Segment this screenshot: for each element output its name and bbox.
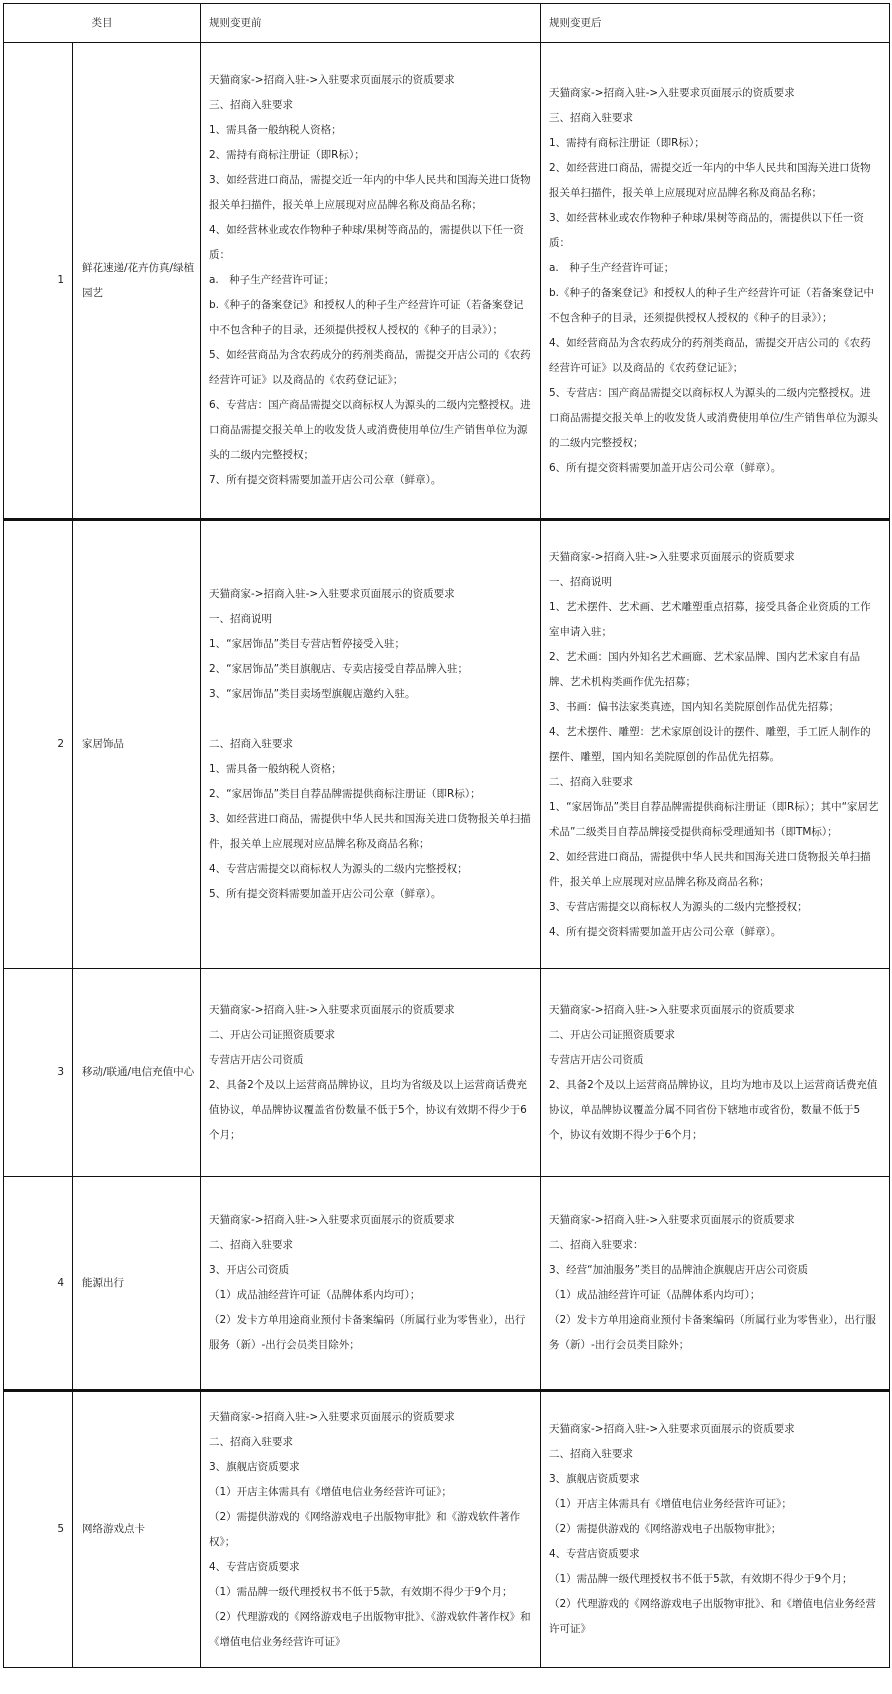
row-number: 5 xyxy=(4,1391,73,1668)
header-after xyxy=(541,4,890,43)
rule-line: （2）代理游戏的《网络游戏电子出版物审批》、《游戏软件著作权》和《增值电信业务经营许可证》 xyxy=(209,1610,531,1648)
rule-line: （1）需品牌一级代理授权书不低于5款，有效期不得少于9个月； xyxy=(549,1573,853,1585)
rule-before xyxy=(201,520,541,969)
rule-after xyxy=(541,1391,890,1668)
rule-line: 1、“家居饰品”类目自荐品牌需提供商标注册证（即R标）；其中“家居艺术品”二级类目自荐品牌接受提供商标受理通知书（即TM标）； xyxy=(549,800,879,838)
rule-after xyxy=(541,1177,890,1391)
rule-line xyxy=(209,707,532,732)
rule-line: 4、专营店需提交以商标权人为源头的二级内完整授权； xyxy=(209,863,468,875)
rule-after xyxy=(541,520,890,969)
row-number: 2 xyxy=(4,520,73,969)
rule-line: 三、招商入驻要求 xyxy=(549,111,633,124)
table-header-row xyxy=(4,4,890,43)
rule-line: 二、招商入驻要求 xyxy=(549,1448,633,1460)
rule-line: 1、需持有商标注册证（即R标）； xyxy=(549,136,705,149)
rule-line: 天猫商家->招商入驻->入驻要求页面展示的资质要求 xyxy=(209,74,455,86)
rule-line: 二、开店公司证照资质要求 xyxy=(209,1028,335,1041)
rule-after xyxy=(541,43,890,520)
rule-line: 3、如经营林业或农作物种子种球/果树等商品的，需提供以下任一资质： xyxy=(549,211,864,249)
table-row xyxy=(4,1177,890,1391)
category-name: 网络游戏点卡 xyxy=(73,1391,201,1668)
rule-line: 7、所有提交资料需要加盖开店公司公章（鲜章）。 xyxy=(209,474,442,486)
rule-line: 1、艺术摆件、艺术画、艺术雕塑重点招募，接受具备企业资质的工作室申请入驻； xyxy=(549,600,871,638)
rule-line: 4、所有提交资料需要加盖开店公司公章（鲜章）。 xyxy=(549,925,782,938)
rule-line: 6、专营店：国产商品需提交以商标权人为源头的二级内完整授权。进口商品需提交报关单上的收发货人或消费使用单位/生产销售单位为源头的二级内完整授权； xyxy=(209,399,531,461)
rule-line: 3、如经营进口商品，需提交近一年内的中华人民共和国海关进口货物报关单扫描件，报关单上应展现对应品牌名称及商品名称； xyxy=(209,174,531,211)
rule-line: 专营店开店公司资质 xyxy=(209,1053,304,1066)
rule-line: 3、如经营进口商品，需提供中华人民共和国海关进口货物报关单扫描件，报关单上应展现对应品牌名称及商品名称； xyxy=(209,813,531,850)
rule-before xyxy=(201,1391,541,1668)
rule-line: 4、专营店资质要求 xyxy=(549,1548,640,1560)
rule-line: （2）发卡方单用途商业预付卡备案编码（所属行业为零售业），出行服务（新）-出行会员类目除外； xyxy=(209,1314,526,1351)
rule-line: 2、具备2个及以上运营商品牌协议，且均为地市及以上运营商话费充值协议，单品牌协议覆盖分属不同省份下辖地市或省份，数量不低于5个，协议有效期不得少于6个月； xyxy=(549,1078,878,1141)
row-number: 4 xyxy=(4,1177,73,1391)
rule-line: 2、如经营进口商品，需提交近一年内的中华人民共和国海关进口货物报关单扫描件，报关单上应展现对应品牌名称及商品名称； xyxy=(549,161,871,199)
rule-line: b.《种子的备案登记》和授权人的种子生产经营许可证（若备案登记中不包含种子的目录，还须提供授权人授权的《种子的目录》）； xyxy=(549,286,875,324)
rule-line: 2、“家居饰品”类目旗舰店、专卖店接受自荐品牌入驻； xyxy=(209,663,469,675)
rule-before xyxy=(201,1177,541,1391)
rule-line: 专营店开店公司资质 xyxy=(549,1053,644,1066)
category-name: 能源出行 xyxy=(73,1177,201,1391)
rule-line: 天猫商家->招商入驻->入驻要求页面展示的资质要求 xyxy=(209,1003,455,1016)
rule-line: 4、如经营商品为含农药成分的药剂类商品，需提交开店公司的《农药经营许可证》以及商品的《农药登记证》； xyxy=(549,336,871,374)
row-number: 3 xyxy=(4,969,73,1177)
rule-line: 4、专营店资质要求 xyxy=(209,1560,300,1573)
rule-line: 4、如经营林业或农作物种子种球/果树等商品的，需提供以下任一资质： xyxy=(209,224,524,261)
rule-line: 3、经营“加油服务”类目的品牌油企旗舰店开店公司资质 xyxy=(549,1264,809,1276)
rule-line: 3、旗舰店资质要求 xyxy=(549,1473,640,1485)
category-name: 鲜花速递/花卉仿真/绿植园艺 xyxy=(73,43,201,520)
rule-line: 一、招商说明 xyxy=(209,613,272,625)
rule-before xyxy=(201,43,541,520)
rule-line: 二、招商入驻要求： xyxy=(549,1239,644,1251)
table-row xyxy=(4,520,890,969)
rule-line: 天猫商家->招商入驻->入驻要求页面展示的资质要求 xyxy=(549,1214,795,1226)
rule-line: （2）代理游戏的《网络游戏电子出版物审批》、和《增值电信业务经营许可证》 xyxy=(549,1598,876,1635)
rule-line: （1）开店主体需具有《增值电信业务经营许可证》； xyxy=(549,1498,792,1510)
rule-line: 5、专营店：国产商品需提交以商标权人为源头的二级内完整授权。进口商品需提交报关单上的收发货人或消费使用单位/生产销售单位为源头的二级内完整授权； xyxy=(549,386,879,449)
rule-line: 天猫商家->招商入驻->入驻要求页面展示的资质要求 xyxy=(209,588,455,600)
rule-line: 天猫商家->招商入驻->入驻要求页面展示的资质要求 xyxy=(209,1214,455,1226)
rule-line: 1、“家居饰品”类目专营店暂停接受入驻； xyxy=(209,638,406,650)
table-row xyxy=(4,43,890,520)
table-row xyxy=(4,969,890,1177)
rule-line: 1、需具备一般纳税人资格； xyxy=(209,763,342,775)
rule-line: 3、开店公司资质 xyxy=(209,1264,290,1276)
rule-line: （2）需提供游戏的《网络游戏电子出版物审批》； xyxy=(549,1523,782,1535)
rule-change-table xyxy=(3,3,890,1668)
rule-line: 3、旗舰店资质要求 xyxy=(209,1460,300,1473)
header-before-label: 规则变更前 xyxy=(209,16,262,29)
header-category: 类目 xyxy=(4,4,201,43)
rule-line: 二、招商入驻要求 xyxy=(209,1239,293,1251)
rule-line: 天猫商家->招商入驻->入驻要求页面展示的资质要求 xyxy=(549,550,795,563)
rule-line: 1、需具备一般纳税人资格； xyxy=(209,124,342,136)
header-after-label: 规则变更后 xyxy=(549,16,602,29)
rule-line: 3、书画：偏书法家类真迹，国内知名美院原创作品优先招募； xyxy=(549,700,840,713)
rule-after xyxy=(541,969,890,1177)
rule-line: （1）成品油经营许可证（品牌体系内均可）； xyxy=(549,1289,761,1301)
rule-line: 二、开店公司证照资质要求 xyxy=(549,1028,675,1041)
table-row xyxy=(4,1391,890,1668)
rule-line: 2、“家居饰品”类目自荐品牌需提供商标注册证（即R标）； xyxy=(209,788,481,800)
rule-line: 二、招商入驻要求 xyxy=(209,1435,293,1448)
rule-line: 5、所有提交资料需要加盖开店公司公章（鲜章）。 xyxy=(209,888,442,900)
rule-line: 3、专营店需提交以商标权人为源头的二级内完整授权； xyxy=(549,900,808,913)
rule-line: （1）开店主体需具有《增值电信业务经营许可证》； xyxy=(209,1485,452,1498)
rule-line: a. 种子生产经营许可证； xyxy=(209,274,335,286)
rule-line: 5、如经营商品为含农药成分的药剂类商品，需提交开店公司的《农药经营许可证》以及商品的《农药登记证》； xyxy=(209,349,531,386)
category-name: 移动/联通/电信充值中心 xyxy=(73,969,201,1177)
rule-line: （2）需提供游戏的《网络游戏电子出版物审批》和《游戏软件著作权》； xyxy=(209,1510,521,1548)
rule-line: 天猫商家->招商入驻->入驻要求页面展示的资质要求 xyxy=(549,1003,795,1016)
rule-line: 天猫商家->招商入驻->入驻要求页面展示的资质要求 xyxy=(549,1423,795,1435)
rule-line: 2、艺术画：国内外知名艺术画廊、艺术家品牌、国内艺术家自有品牌、艺术机构类画作优先招募； xyxy=(549,650,861,688)
rule-line: 二、招商入驻要求 xyxy=(209,738,293,750)
category-name: 家居饰品 xyxy=(73,520,201,969)
rule-line: 2、需持有商标注册证（即R标）； xyxy=(209,149,365,161)
rule-line: 4、艺术摆件、雕塑：艺术家原创设计的摆件、雕塑，手工匠人制作的摆件、雕塑，国内知名美院原创的作品优先招募。 xyxy=(549,725,871,763)
header-before xyxy=(201,4,541,43)
rule-line: 二、招商入驻要求 xyxy=(549,775,633,788)
rule-line: 一、招商说明 xyxy=(549,575,612,588)
rule-line: 3、“家居饰品”类目卖场型旗舰店邀约入驻。 xyxy=(209,688,416,700)
rule-line: b.《种子的备案登记》和授权人的种子生产经营许可证（若备案登记中不包含种子的目录，还须提供授权人授权的《种子的目录》）； xyxy=(209,299,524,336)
rule-line: 天猫商家->招商入驻->入驻要求页面展示的资质要求 xyxy=(209,1410,455,1423)
rule-line: 6、所有提交资料需要加盖开店公司公章（鲜章）。 xyxy=(549,461,782,474)
rule-line: （1）成品油经营许可证（品牌体系内均可）； xyxy=(209,1289,421,1301)
rule-line: 2、具备2个及以上运营商品牌协议，且均为省级及以上运营商话费充值协议，单品牌协议覆盖省份数量不低于5个，协议有效期不得少于6个月； xyxy=(209,1078,527,1141)
rule-line: 三、招商入驻要求 xyxy=(209,99,293,111)
rule-line: a. 种子生产经营许可证； xyxy=(549,261,675,274)
rule-before xyxy=(201,969,541,1177)
row-number: 1 xyxy=(4,43,73,520)
rule-line: （2）发卡方单用途商业预付卡备案编码（所属行业为零售业），出行服务（新）-出行会员类目除外； xyxy=(549,1314,876,1351)
rule-line: （1）需品牌一级代理授权书不低于5款，有效期不得少于9个月； xyxy=(209,1585,513,1598)
rule-line: 天猫商家->招商入驻->入驻要求页面展示的资质要求 xyxy=(549,86,795,99)
rule-line: 2、如经营进口商品，需提供中华人民共和国海关进口货物报关单扫描件，报关单上应展现对应品牌名称及商品名称； xyxy=(549,850,871,888)
